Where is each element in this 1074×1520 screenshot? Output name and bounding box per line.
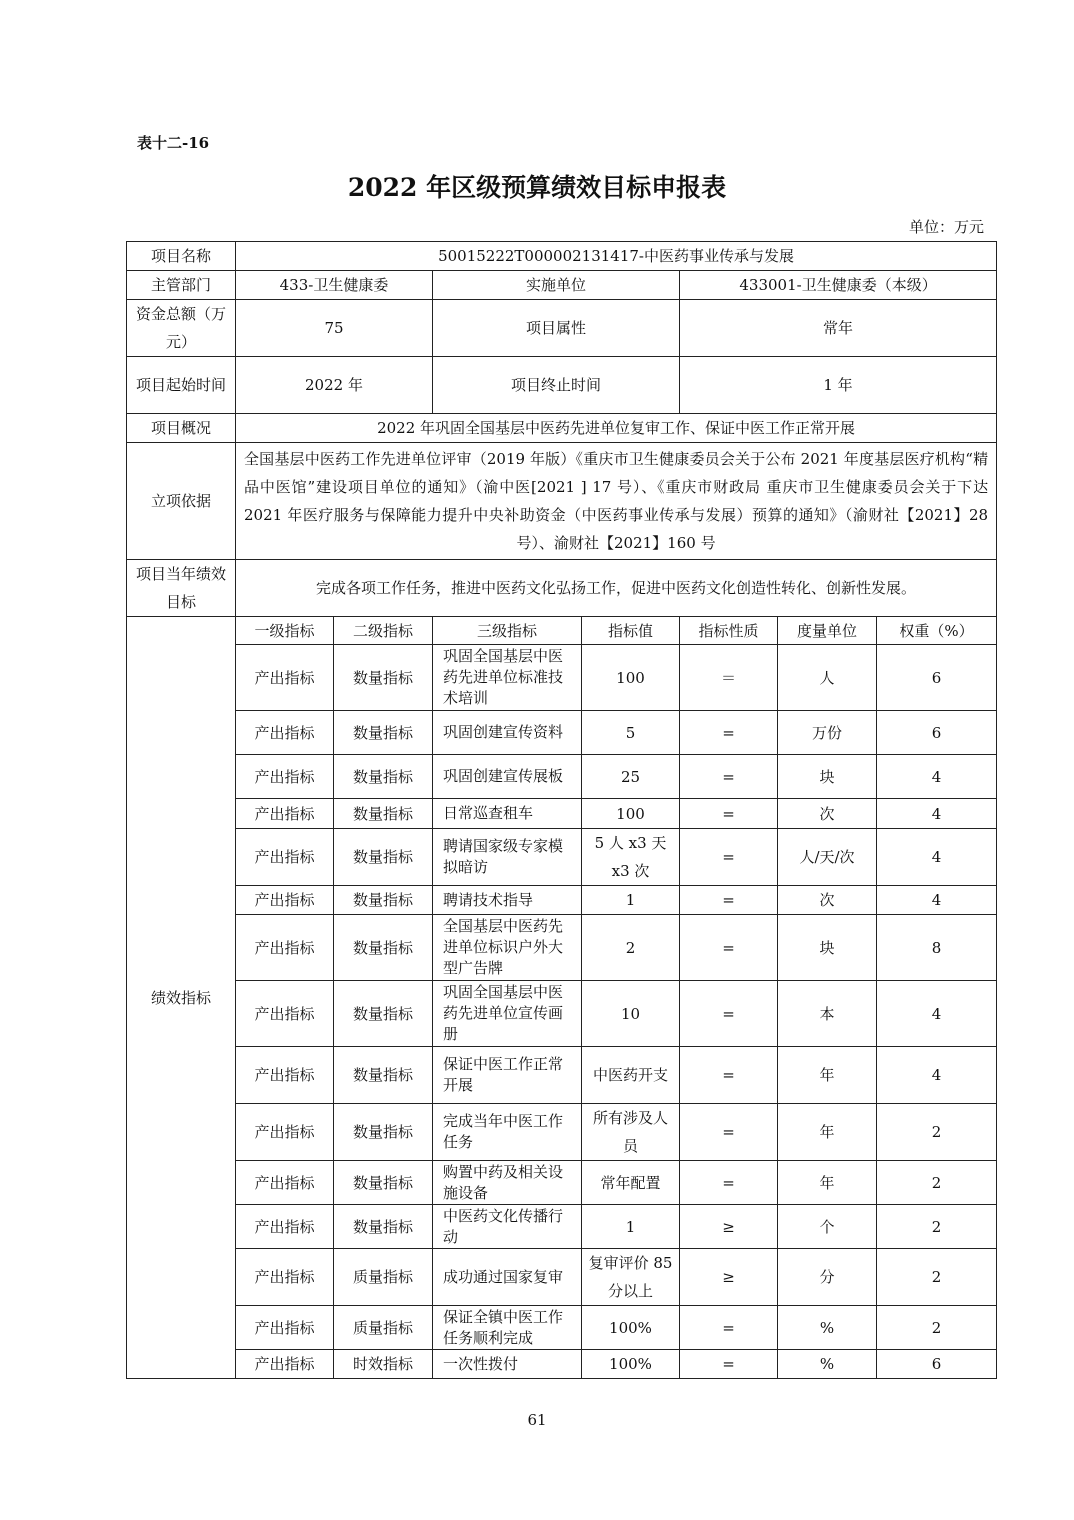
performance-indicators-label: 绩效指标 <box>127 617 236 1379</box>
indicator-level3: 巩固全国基层中医药先进单位标准技术培训 <box>433 645 582 711</box>
indicator-row <box>127 981 997 1047</box>
header-unit: 度量单位 <box>778 617 877 645</box>
total-funds-value: 75 <box>236 300 433 357</box>
indicator-unit: 个 <box>778 1205 877 1249</box>
indicator-nature: = <box>680 1161 778 1205</box>
row-annual-goal <box>127 560 997 617</box>
indicator-level2: 数量指标 <box>334 1205 433 1249</box>
implementing-unit-label: 实施单位 <box>433 271 680 300</box>
indicator-weight: 4 <box>877 886 997 915</box>
indicator-weight: 6 <box>877 1350 997 1379</box>
row-project-name <box>127 242 997 271</box>
indicator-weight: 6 <box>877 711 997 755</box>
indicator-nature: = <box>680 981 778 1047</box>
end-time-label: 项目终止时间 <box>433 357 680 414</box>
indicator-value: 10 <box>582 981 680 1047</box>
row-basis <box>127 443 997 560</box>
row-department <box>127 271 997 300</box>
indicator-level3: 巩固全国基层中医药先进单位宣传画册 <box>433 981 582 1047</box>
indicator-level1: 产出指标 <box>236 1047 334 1104</box>
indicator-row <box>127 886 997 915</box>
indicator-weight: 2 <box>877 1249 997 1306</box>
indicator-level3: 巩固创建宣传资料 <box>433 711 582 755</box>
indicator-row <box>127 1205 997 1249</box>
indicator-weight: 2 <box>877 1205 997 1249</box>
indicator-weight: 4 <box>877 799 997 829</box>
indicator-weight: 4 <box>877 755 997 799</box>
indicator-level1: 产出指标 <box>236 645 334 711</box>
indicator-row <box>127 1249 997 1306</box>
indicator-value: 复审评价 85 分以上 <box>582 1249 680 1306</box>
indicator-value: 5 人 x3 天 x3 次 <box>582 829 680 886</box>
indicator-row <box>127 645 997 711</box>
indicator-level1: 产出指标 <box>236 1306 334 1350</box>
indicator-level3: 保证全镇中医工作任务顺利完成 <box>433 1306 582 1350</box>
page-number: 61 <box>527 1411 547 1429</box>
budget-performance-table <box>126 241 997 1379</box>
department-label: 主管部门 <box>127 271 236 300</box>
indicator-level2: 数量指标 <box>334 1047 433 1104</box>
indicator-unit: % <box>778 1306 877 1350</box>
indicator-row <box>127 755 997 799</box>
project-attribute-value: 常年 <box>680 300 997 357</box>
indicator-level1: 产出指标 <box>236 829 334 886</box>
indicator-unit: 人 <box>778 645 877 711</box>
annual-goal-value: 完成各项工作任务，推进中医药文化弘扬工作，促进中医药文化创造性转化、创新性发展。 <box>236 560 997 617</box>
indicator-unit: 年 <box>778 1047 877 1104</box>
indicator-nature: = <box>680 829 778 886</box>
indicator-level2: 数量指标 <box>334 981 433 1047</box>
indicator-value: 100 <box>582 799 680 829</box>
indicator-weight: 2 <box>877 1161 997 1205</box>
header-nature: 指标性质 <box>680 617 778 645</box>
indicator-level2: 质量指标 <box>334 1249 433 1306</box>
indicator-value: 1 <box>582 1205 680 1249</box>
indicator-level3: 巩固创建宣传展板 <box>433 755 582 799</box>
indicator-nature: = <box>680 1306 778 1350</box>
start-time-label: 项目起始时间 <box>127 357 236 414</box>
indicator-level2: 数量指标 <box>334 711 433 755</box>
indicator-nature: ≥ <box>680 1249 778 1306</box>
indicator-level1: 产出指标 <box>236 1350 334 1379</box>
indicator-unit: 年 <box>778 1161 877 1205</box>
indicator-row <box>127 799 997 829</box>
indicator-level1: 产出指标 <box>236 886 334 915</box>
indicator-nature: = <box>680 799 778 829</box>
indicator-level2: 数量指标 <box>334 1104 433 1161</box>
indicator-weight: 4 <box>877 1047 997 1104</box>
basis-value: 全国基层中医药工作先进单位评审（2019 年版）《重庆市卫生健康委员会关于公布 2021 年度基层医疗机构“精品中医馆”建设项目单位的通知》（渝中医[2021 ] 17 号）、《重庆市财政局 重庆市卫生健康委员会关于下达 2021 年医疗服务与保障能力提升中央补助资金（中医药事业传承与发展）预算的通知》（渝财社【2021】28 号）、渝财社【2021】160 号 <box>236 443 997 560</box>
project-name-label: 项目名称 <box>127 242 236 271</box>
indicator-row <box>127 1047 997 1104</box>
indicator-level3: 聘请国家级专家模拟暗访 <box>433 829 582 886</box>
indicator-row <box>127 915 997 981</box>
indicator-row <box>127 1104 997 1161</box>
indicator-weight: 8 <box>877 915 997 981</box>
page-title: 2022 年区级预算绩效目标申报表 <box>347 173 727 202</box>
indicator-level1: 产出指标 <box>236 711 334 755</box>
row-period <box>127 357 997 414</box>
indicator-unit: 分 <box>778 1249 877 1306</box>
indicator-nature: = <box>680 915 778 981</box>
header-weight: 权重（%） <box>877 617 997 645</box>
header-level1: 一级指标 <box>236 617 334 645</box>
indicator-level1: 产出指标 <box>236 1161 334 1205</box>
total-funds-label: 资金总额（万元） <box>127 300 236 357</box>
start-time-value: 2022 年 <box>236 357 433 414</box>
project-attribute-label: 项目属性 <box>433 300 680 357</box>
indicator-level2: 数量指标 <box>334 1161 433 1205</box>
indicator-value: 常年配置 <box>582 1161 680 1205</box>
indicator-unit: 人/天/次 <box>778 829 877 886</box>
basis-label: 立项依据 <box>127 443 236 560</box>
indicator-level2: 数量指标 <box>334 755 433 799</box>
indicator-level3: 完成当年中医工作任务 <box>433 1104 582 1161</box>
department-value: 433-卫生健康委 <box>236 271 433 300</box>
indicator-unit: 万份 <box>778 711 877 755</box>
indicator-level1: 产出指标 <box>236 981 334 1047</box>
indicator-level2: 数量指标 <box>334 799 433 829</box>
overview-label: 项目概况 <box>127 414 236 443</box>
indicator-row <box>127 1350 997 1379</box>
indicator-weight: 6 <box>877 645 997 711</box>
indicator-unit: 本 <box>778 981 877 1047</box>
indicator-value: 5 <box>582 711 680 755</box>
indicator-level1: 产出指标 <box>236 1249 334 1306</box>
implementing-unit-value: 433001-卫生健康委（本级） <box>680 271 997 300</box>
indicator-nature: = <box>680 755 778 799</box>
indicator-nature: = <box>680 1047 778 1104</box>
indicator-row <box>127 1161 997 1205</box>
indicator-weight: 4 <box>877 981 997 1047</box>
row-overview <box>127 414 997 443</box>
indicator-row <box>127 829 997 886</box>
indicator-level2: 质量指标 <box>334 1306 433 1350</box>
indicator-level1: 产出指标 <box>236 915 334 981</box>
indicator-nature: ＝ <box>680 645 778 711</box>
indicator-row <box>127 1306 997 1350</box>
indicator-unit: 次 <box>778 799 877 829</box>
indicator-nature: = <box>680 711 778 755</box>
table-label: 表十二-16 <box>137 134 210 152</box>
indicator-level3: 聘请技术指导 <box>433 886 582 915</box>
indicator-level3: 一次性拨付 <box>433 1350 582 1379</box>
indicator-unit: 块 <box>778 755 877 799</box>
indicator-level3: 中医药文化传播行动 <box>433 1205 582 1249</box>
indicator-level3: 日常巡查租车 <box>433 799 582 829</box>
indicator-level2: 数量指标 <box>334 645 433 711</box>
indicator-nature: = <box>680 1350 778 1379</box>
indicator-level3: 保证中医工作正常开展 <box>433 1047 582 1104</box>
indicator-value: 100% <box>582 1306 680 1350</box>
indicator-value: 100 <box>582 645 680 711</box>
indicator-level3: 购置中药及相关设施设备 <box>433 1161 582 1205</box>
header-value: 指标值 <box>582 617 680 645</box>
indicator-level3: 成功通过国家复审 <box>433 1249 582 1306</box>
indicator-level1: 产出指标 <box>236 755 334 799</box>
project-name-value: 50015222T000002131417-中医药事业传承与发展 <box>236 242 997 271</box>
indicator-level2: 数量指标 <box>334 915 433 981</box>
indicator-header-row <box>127 617 997 645</box>
indicator-unit: % <box>778 1350 877 1379</box>
indicator-unit: 次 <box>778 886 877 915</box>
indicator-nature: = <box>680 886 778 915</box>
header-level3: 三级指标 <box>433 617 582 645</box>
indicator-unit: 年 <box>778 1104 877 1161</box>
indicator-weight: 4 <box>877 829 997 886</box>
indicator-level1: 产出指标 <box>236 799 334 829</box>
annual-goal-label: 项目当年绩效目标 <box>127 560 236 617</box>
indicator-unit: 块 <box>778 915 877 981</box>
indicator-value: 中医药开支 <box>582 1047 680 1104</box>
indicator-value: 所有涉及人员 <box>582 1104 680 1161</box>
indicator-value: 2 <box>582 915 680 981</box>
indicator-nature: = <box>680 1104 778 1161</box>
end-time-value: 1 年 <box>680 357 997 414</box>
indicator-nature: ≥ <box>680 1205 778 1249</box>
indicator-row <box>127 711 997 755</box>
indicator-level2: 数量指标 <box>334 829 433 886</box>
indicator-level2: 时效指标 <box>334 1350 433 1379</box>
indicator-level3: 全国基层中医药先进单位标识户外大型广告牌 <box>433 915 582 981</box>
indicator-weight: 2 <box>877 1104 997 1161</box>
indicator-level1: 产出指标 <box>236 1104 334 1161</box>
header-level2: 二级指标 <box>334 617 433 645</box>
row-funds <box>127 300 997 357</box>
indicator-value: 25 <box>582 755 680 799</box>
indicator-level1: 产出指标 <box>236 1205 334 1249</box>
overview-value: 2022 年巩固全国基层中医药先进单位复审工作、保证中医工作正常开展 <box>236 414 997 443</box>
indicator-value: 100% <box>582 1350 680 1379</box>
indicator-weight: 2 <box>877 1306 997 1350</box>
unit-label: 单位：万元 <box>908 218 984 236</box>
indicator-value: 1 <box>582 886 680 915</box>
indicator-level2: 数量指标 <box>334 886 433 915</box>
